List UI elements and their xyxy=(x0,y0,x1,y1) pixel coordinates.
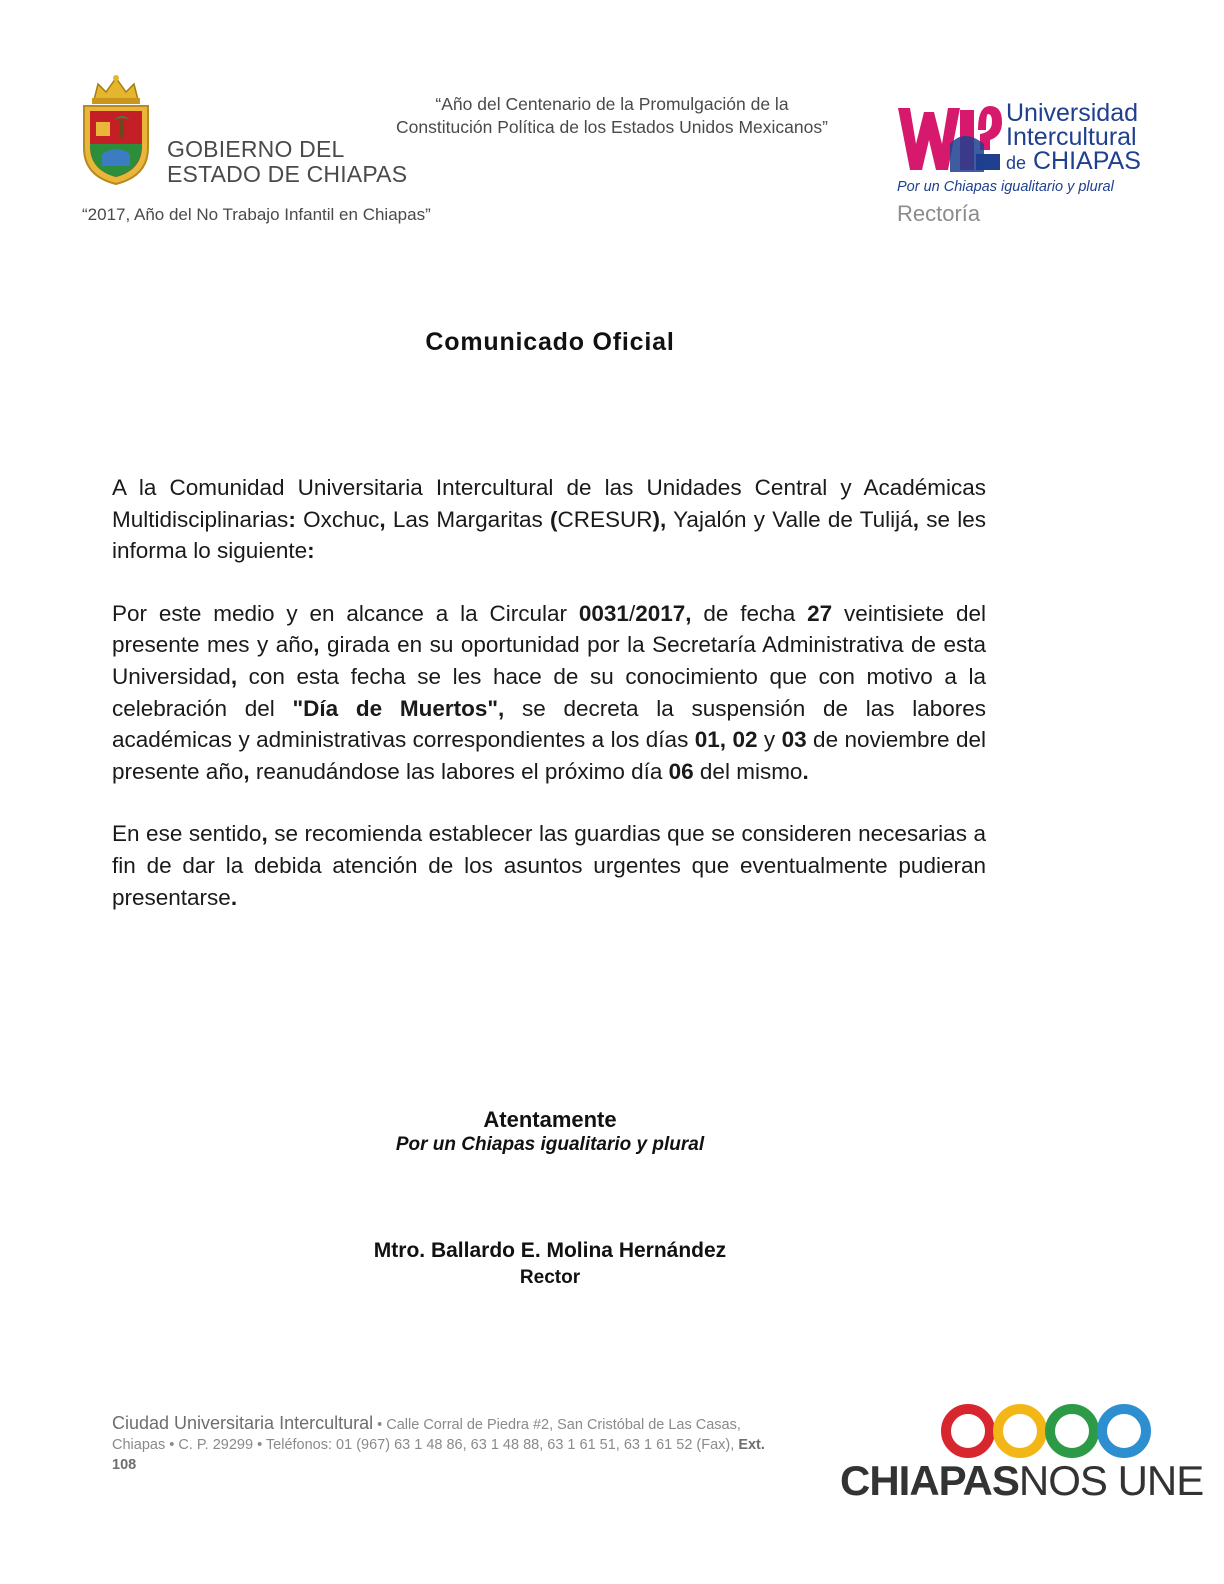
brand-chiapas: CHIAPAS xyxy=(840,1457,1019,1504)
brand-nos-une: NOS UNE xyxy=(1018,1457,1204,1504)
university-name-line-1: Universidad xyxy=(1006,99,1139,127)
p2-comma-2: , xyxy=(230,663,238,689)
resume-day: 06 xyxy=(668,758,694,784)
document-body xyxy=(112,472,986,944)
signer-role: Rector xyxy=(519,1267,581,1288)
p2-comma-3: , xyxy=(243,758,250,784)
p2-text-e: con esta fecha se les hace de su conocimiento que con motivo a la celebración del xyxy=(112,663,986,721)
p3-text-a: En ese sentido xyxy=(112,821,262,847)
p1-comma-1: , xyxy=(379,506,386,532)
centenario-slogan-line-1: “Año del Centenario de la Promulgación de la xyxy=(435,94,789,114)
p1-colon-2: : xyxy=(307,538,315,564)
p3-comma: , xyxy=(261,821,268,847)
p1-text-e: Yajalón y Valle de Tulijá xyxy=(666,506,913,532)
p1-comma-2: , xyxy=(912,506,919,532)
p2-text-h: de noviembre del presente año xyxy=(112,727,987,784)
p2-text-i: reanudándose las labores el próximo día xyxy=(249,758,669,784)
footer-extension: Ext. 108 xyxy=(112,1437,765,1473)
p1-text-a: A la Comunidad Universitaria Intercultural de las Unidades Central y Académicas Multidisciplinarias xyxy=(112,475,986,532)
circular-number: 0031 xyxy=(578,600,629,626)
centenario-slogan-line-2: Constitución Política de los Estados Unidos Mexicanos” xyxy=(396,117,828,137)
event-name: "Día de Muertos", xyxy=(292,695,505,721)
university-name-line-3 xyxy=(1006,149,1141,175)
p2-text-j: del mismo xyxy=(693,758,803,784)
year-2017-slogan: “2017, Año del No Trabajo Infantil en Chiapas” xyxy=(82,205,431,224)
p1-paren-close: ), xyxy=(652,506,667,532)
p2-text-c: veintisiete del presente mes y año xyxy=(112,600,986,658)
circular-year: 2017, xyxy=(635,600,692,626)
chiapas-nos-une-rings-logo xyxy=(940,1403,1152,1459)
chiapas-nos-une-wordmark xyxy=(840,1458,1203,1504)
university-name-chiapas: CHIAPAS xyxy=(1032,147,1141,175)
p2-text-f: se decreta la suspensión de las labores académicas y administrativas correspondientes a los días xyxy=(112,695,986,753)
p3-period: . xyxy=(230,884,238,910)
p1-text-f: se les informa lo siguiente xyxy=(112,506,987,564)
paragraph-3 xyxy=(112,818,986,913)
suspension-days: 01, 02 xyxy=(694,727,758,753)
government-name-line-2: ESTADO DE CHIAPAS xyxy=(167,161,408,187)
p1-text-b: Oxchuc xyxy=(295,506,380,532)
footer-address xyxy=(112,1413,792,1475)
paragraph-1 xyxy=(112,472,986,567)
p1-text-d: CRESUR xyxy=(557,506,653,532)
closing-motto: Por un Chiapas igualitario y plural xyxy=(395,1134,705,1155)
chiapas-coat-of-arms-logo xyxy=(80,74,152,186)
p3-text-b: se recomienda establecer las guardias que se consideren necesarias a fin de dar la debida atención de los asuntos urgentes que eventualmente pudieran presentarse xyxy=(112,821,986,910)
p2-text-a: Por este medio y en alcance a la Circular xyxy=(112,600,579,626)
p2-text-b: de fecha xyxy=(691,600,808,626)
university-name-de: de xyxy=(1006,153,1027,173)
paragraph-2 xyxy=(112,598,986,788)
p2-text-d: girada en su oportunidad por la Secretaría Administrativa de esta Universidad xyxy=(112,632,986,689)
p2-text-g: y xyxy=(757,727,782,753)
footer-bullet: • xyxy=(373,1417,387,1433)
government-name xyxy=(167,137,407,187)
university-name-line-2: Intercultural xyxy=(1006,123,1137,151)
closing-salutation: Atentamente xyxy=(483,1107,617,1132)
university-logo xyxy=(894,100,1004,178)
government-name-line-1: GOBIERNO DEL xyxy=(167,136,345,162)
p1-paren-open: ( xyxy=(549,506,558,532)
suspension-day-3: 03 xyxy=(781,727,807,753)
circular-day: 27 xyxy=(807,600,833,626)
signer-name: Mtro. Ballardo E. Molina Hernández xyxy=(373,1239,727,1262)
p2-period: . xyxy=(802,758,809,784)
p2-comma-1: , xyxy=(313,632,320,658)
footer-place: Ciudad Universitaria Intercultural xyxy=(112,1413,374,1433)
centenario-slogan xyxy=(352,93,872,139)
university-motto: Por un Chiapas igualitario y plural xyxy=(897,179,1114,195)
footer-address-text: Calle Corral de Piedra #2, San Cristóbal de Las Casas, Chiapas • C. P. 29299 • Teléfonos: 01 (967) 63 1 48 86, 63 1 48 88, 63 1 61 51, 63 1 61 52 (Fax), xyxy=(112,1417,741,1453)
department-label: Rectoría xyxy=(897,201,981,226)
circular-slash: / xyxy=(628,600,636,626)
university-name xyxy=(1006,101,1141,175)
p1-colon-1: : xyxy=(288,506,296,532)
p1-text-c: Las Margaritas xyxy=(385,506,550,532)
document-title: Comunicado Oficial xyxy=(425,328,675,356)
